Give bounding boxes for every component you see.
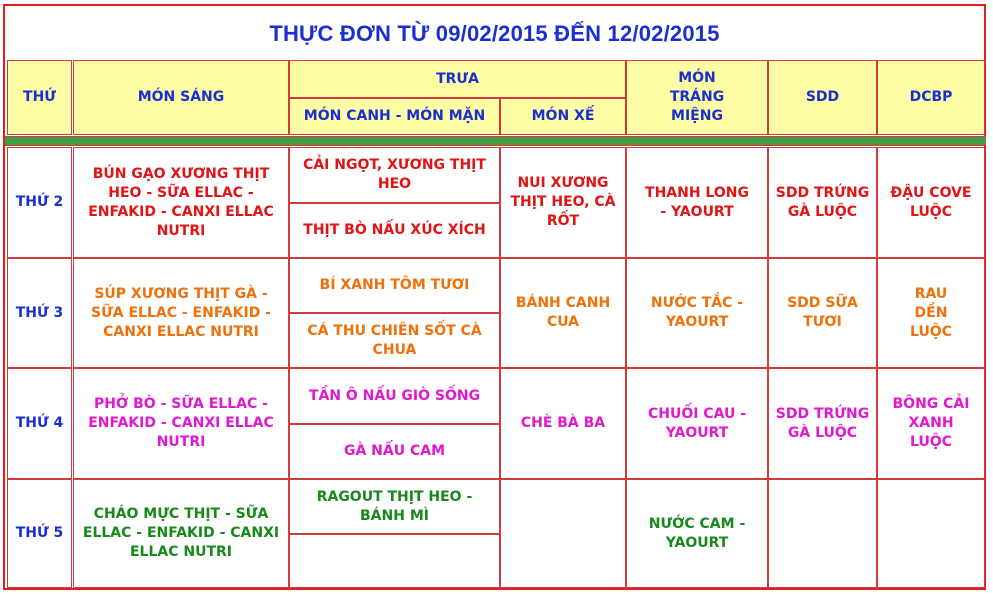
page-title: THỰC ĐƠN TỪ 09/02/2015 ĐẾN 12/02/2015 xyxy=(269,20,720,46)
header-thu: THỨ xyxy=(7,60,72,135)
breakfast-cell: PHỞ BÒ - SỮA ELLAC - ENFAKID - CANXI ELLAC NUTRI xyxy=(73,368,289,479)
dcbp-cell: ĐẬU COVE LUỘC xyxy=(877,147,985,258)
header-mon-sang: MÓN SÁNG xyxy=(73,60,289,135)
day-cell: THỨ 3 xyxy=(7,258,72,368)
soup-cell: RAGOUT THỊT HEO - BÁNH MÌ xyxy=(289,479,500,534)
soup-cell: BÍ XANH TÔM TƯƠI xyxy=(289,258,500,313)
sdd-cell xyxy=(768,479,877,588)
dessert-cell: NƯỚC CAM - YAOURT xyxy=(626,479,768,588)
afternoon-cell: BÁNH CANH CUA xyxy=(500,258,626,368)
breakfast-cell: SÚP XƯƠNG THỊT GÀ - SỮA ELLAC - ENFAKID - CANXI ELLAC NUTRI xyxy=(73,258,289,368)
afternoon-cell: NUI XƯƠNG THỊT HEO, CÀ RỐT xyxy=(500,147,626,258)
sdd-cell: SDD TRỨNG GÀ LUỘC xyxy=(768,368,877,479)
main-dish-cell xyxy=(289,534,500,588)
soup-cell: CẢI NGỌT, XƯƠNG THỊT HEO xyxy=(289,147,500,203)
dessert-cell: THANH LONG - YAOURT xyxy=(626,147,768,258)
breakfast-cell: BÚN GẠO XƯƠNG THỊT HEO - SỮA ELLAC - ENFAKID - CANXI ELLAC NUTRI xyxy=(73,147,289,258)
sdd-cell: SDD TRỨNG GÀ LUỘC xyxy=(768,147,877,258)
header-mon-canh-man: MÓN CANH - MÓN MẶN xyxy=(289,98,500,135)
afternoon-cell xyxy=(500,479,626,588)
dcbp-cell: RAU DỀN LUỘC xyxy=(877,258,985,368)
sdd-cell: SDD SỮA TƯƠI xyxy=(768,258,877,368)
afternoon-cell: CHÈ BÀ BA xyxy=(500,368,626,479)
day-cell: THỨ 5 xyxy=(7,479,72,588)
dcbp-cell: BÔNG CẢI XANH LUỘC xyxy=(877,368,985,479)
header-sdd: SDD xyxy=(768,60,877,135)
main-dish-cell: GÀ NẤU CAM xyxy=(289,424,500,479)
separator-band xyxy=(5,136,986,146)
day-cell: THỨ 2 xyxy=(7,147,72,258)
header-dcbp: DCBP xyxy=(877,60,985,135)
main-dish-cell: THỊT BÒ NẤU XÚC XÍCH xyxy=(289,203,500,258)
soup-cell: TẦN Ô NẤU GIÒ SỐNG xyxy=(289,368,500,424)
header-trua: TRƯA xyxy=(289,60,626,98)
dessert-cell: CHUỐI CAU - YAOURT xyxy=(626,368,768,479)
dessert-cell: NƯỚC TẮC - YAOURT xyxy=(626,258,768,368)
main-dish-cell: CÁ THU CHIÊN SỐT CÀ CHUA xyxy=(289,313,500,368)
dcbp-cell xyxy=(877,479,985,588)
day-cell: THỨ 4 xyxy=(7,368,72,479)
header-mon-xe: MÓN XẾ xyxy=(500,98,626,135)
header-trang-mieng: MÓN TRÁNG MIỆNG xyxy=(626,60,768,135)
breakfast-cell: CHÁO MỰC THỊT - SỮA ELLAC - ENFAKID - CANXI ELLAC NUTRI xyxy=(73,479,289,588)
